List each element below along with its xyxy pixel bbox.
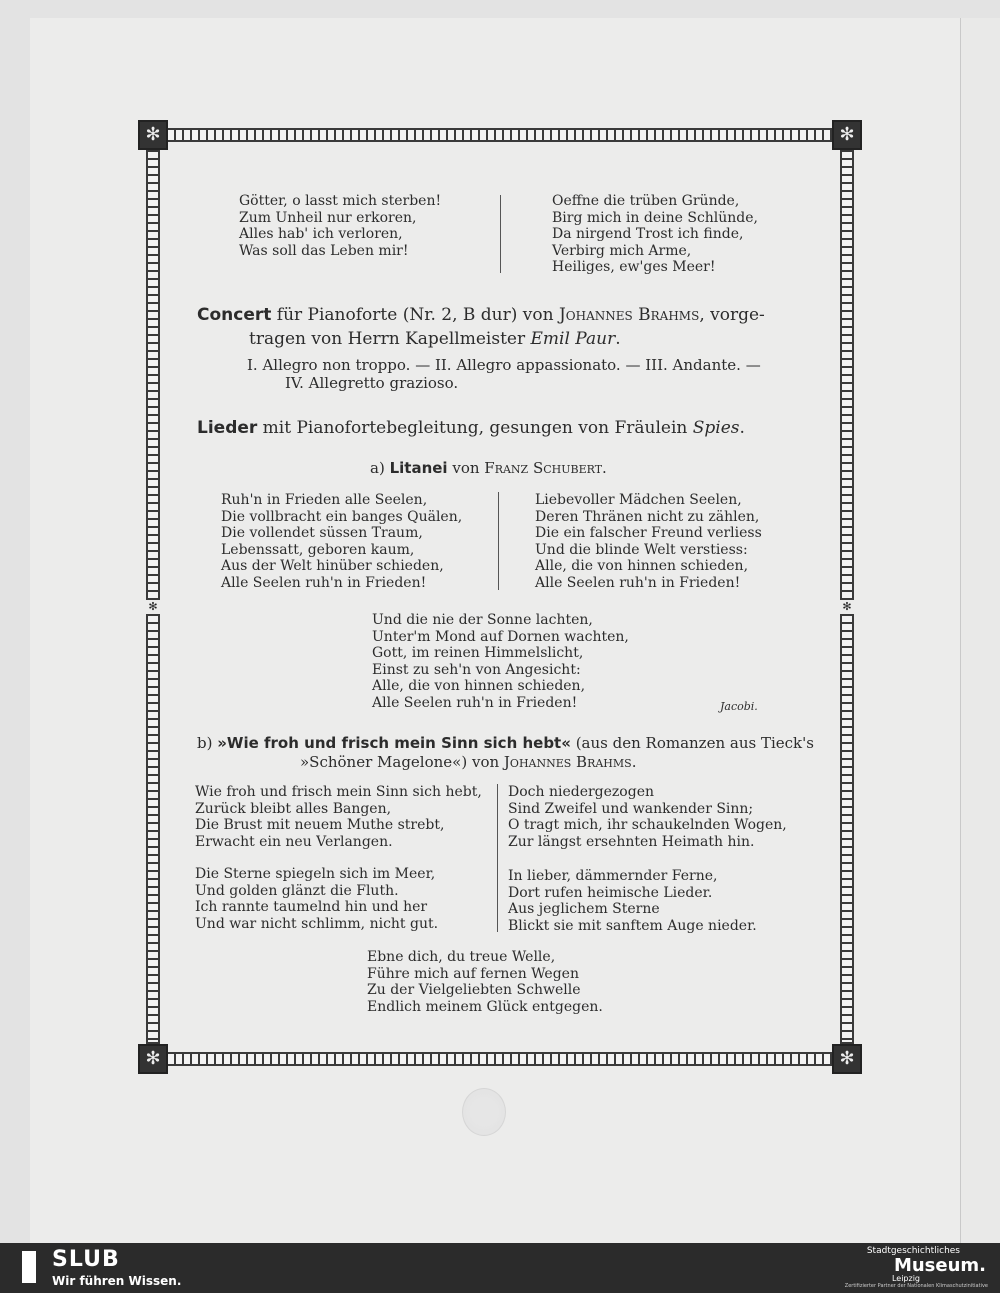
verse-line: Verbirg mich Arme, [552,242,692,259]
verse-line: Und die nie der Sonne lachten, [372,612,593,628]
museum-city: Leipzig [891,1274,920,1283]
magelone-composer: Johannes Brahms [503,753,632,771]
verse-line: Lebenssatt, geboren kaum, [221,541,415,558]
verse-line: Birg mich in deine Schlünde, [552,209,759,226]
concert-movements-cont: IV. Allegretto grazioso. [285,374,459,392]
concert-text: für Pianoforte (Nr. 2, B dur) von [271,305,559,325]
lieder-heading [197,416,745,440]
verse-line: Deren Thränen nicht zu zählen, [535,508,760,525]
verse-line: Wie froh und frisch mein Sinn sich hebt, [195,784,482,800]
verse-line: Ruh'n in Frieden alle Seelen, [221,492,428,508]
verse-line: Und war nicht schlimm, nicht gut. [195,915,439,932]
verse-line: Endlich meinem Glück entgegen. [367,998,603,1015]
verse-line: Alle Seelen ruh'n in Frieden! [372,694,578,711]
next-page-edge [960,18,1000,1243]
verse-line: Alle, die von hinnen schieden, [372,678,586,694]
verse-line: Und die blinde Welt verstiess: [535,541,748,558]
item-prefix: a) [370,459,390,477]
verse-line: Die Sterne spiegeln sich im Meer, [195,866,436,882]
magelone-left-stanza-1 [195,784,482,850]
verse-line: Heiliges, ew'ges Meer! [552,259,716,275]
concert-movements: I. Allegro non troppo. — II. Allegro appassionato. — III. Andante. — [247,356,761,374]
magelone-heading-cont [300,753,636,771]
verse-line: Blickt sie mit sanftem Auge nieder. [508,917,757,934]
verse-line: Liebevoller Mädchen Seelen, [535,492,742,508]
verse-line: Alle, die von hinnen schieden, [535,558,749,574]
concert-composer: Johannes Brahms [558,305,700,325]
verse-line: Die ein falscher Freund verliess [535,525,762,541]
border-left [146,150,160,1044]
magelone-heading [197,734,814,752]
litanei-heading [370,459,607,477]
poem1-left-stanza [239,193,441,259]
embossed-seal [462,1088,506,1136]
magelone-text: »Schöner Magelone«) von [300,753,504,771]
concert-title: Concert [197,305,272,325]
verse-line: Führe mich auf fernen Wegen [367,965,579,982]
magelone-right-stanza-1 [508,784,787,850]
item-prefix: b) [197,734,218,752]
poem1-right-stanza [552,193,758,276]
litanei-composer: Franz Schubert [484,459,603,477]
border-bottom [166,1052,834,1066]
verse-line: Oeffne die trüben Gründe, [552,193,740,209]
museum-partner-note: Zertifizierter Partner der Nationalen Klimaschutzinitiative [844,1283,988,1289]
verse-line: Die vollendet süssen Traum, [221,525,423,541]
slub-logo-icon [12,1249,40,1285]
magelone-title: »Wie froh und frisch mein Sinn sich hebt« [217,734,571,752]
verse-line: Zur längst ersehnten Heimath hin. [508,833,755,850]
footer-bar [0,1243,1000,1293]
verse-line: Ich rannte taumelnd hin und her [195,899,428,915]
column-divider [500,195,501,273]
litanei-right-stanza [535,492,762,591]
litanei-title: Litanei [389,459,448,477]
concert-performer-line [249,327,621,351]
magelone-left-stanza-2 [195,866,438,932]
rosette-ornament-left: ✻ [146,600,160,614]
concert-heading [197,303,765,327]
verse-line: Alle Seelen ruh'n in Frieden! [221,574,427,591]
slub-tagline: Wir führen Wissen. [52,1274,182,1288]
corner-ornament-top-left [138,120,168,150]
magelone-center-stanza [367,949,603,1015]
verse-line: Alles hab' ich verloren, [239,226,403,242]
verse-line: Sind Zweifel und wankender Sinn; [508,800,754,817]
verse-line: Und golden glänzt die Fluth. [195,882,399,899]
punctuation: . [615,329,621,349]
verse-line: Unter'm Mond auf Dornen wachten, [372,628,629,645]
verse-line: Da nirgend Trost ich finde, [552,226,744,242]
verse-line: Alle Seelen ruh'n in Frieden! [535,574,741,591]
litanei-left-stanza [221,492,462,591]
concert-text: , vorge- [699,305,765,325]
verse-line: Zu der Vielgeliebten Schwelle [367,982,581,998]
verse-line: Was soll das Leben mir! [239,242,409,259]
verse-line: Aus der Welt hinüber schieden, [221,558,444,574]
column-divider [498,492,499,590]
litanei-center-stanza [372,612,629,711]
lieder-singer: Spies [692,418,740,438]
verse-line: Erwacht ein neu Verlangen. [195,833,393,850]
verse-line: Einst zu seh'n von Angesicht: [372,661,581,678]
border-top [166,128,834,142]
museum-logo[interactable]: Museum. [893,1255,986,1276]
lieder-title: Lieder [197,418,258,438]
verse-line: Doch niedergezogen [508,784,654,800]
punctuation: . [739,418,745,438]
magelone-text: (aus den Romanzen aus Tieck's [570,734,814,752]
verse-line: Dort rufen heimische Lieder. [508,884,713,901]
punctuation: . [631,753,637,771]
verse-line: Götter, o lasst mich sterben! [239,193,442,209]
border-right [840,150,854,1044]
verse-line: Zum Unheil nur erkoren, [239,209,417,226]
verse-line: Aus jeglichem Sterne [508,901,660,917]
verse-line: Zurück bleibt alles Bangen, [195,800,392,817]
slub-name[interactable]: SLUB [52,1247,120,1272]
verse-line: Gott, im reinen Himmelslicht, [372,645,584,661]
verse-line: O tragt mich, ihr schaukelnden Wogen, [508,817,787,833]
rosette-ornament-right: ✻ [840,600,854,614]
punctuation: . [602,459,607,477]
verse-line: Die vollbracht ein banges Quälen, [221,508,463,525]
museum-label: Stadtgeschichtliches [866,1246,960,1256]
concert-text: tragen von Herrn Kapellmeister [249,329,531,349]
litanei-text: von [447,459,485,477]
column-divider [497,784,498,932]
corner-ornament-top-right [832,120,862,150]
magelone-right-stanza-2 [508,868,757,934]
poem-author: Jacobi. [720,700,758,713]
corner-ornament-bottom-right [832,1044,862,1074]
corner-ornament-bottom-left [138,1044,168,1074]
verse-line: Die Brust mit neuem Muthe strebt, [195,817,445,833]
verse-line: Ebne dich, du treue Welle, [367,949,556,965]
concert-performer: Emil Paur [530,329,616,349]
verse-line: In lieber, dämmernder Ferne, [508,868,718,884]
lieder-text: mit Pianofortebegleitung, gesungen von Fräulein [257,418,693,438]
